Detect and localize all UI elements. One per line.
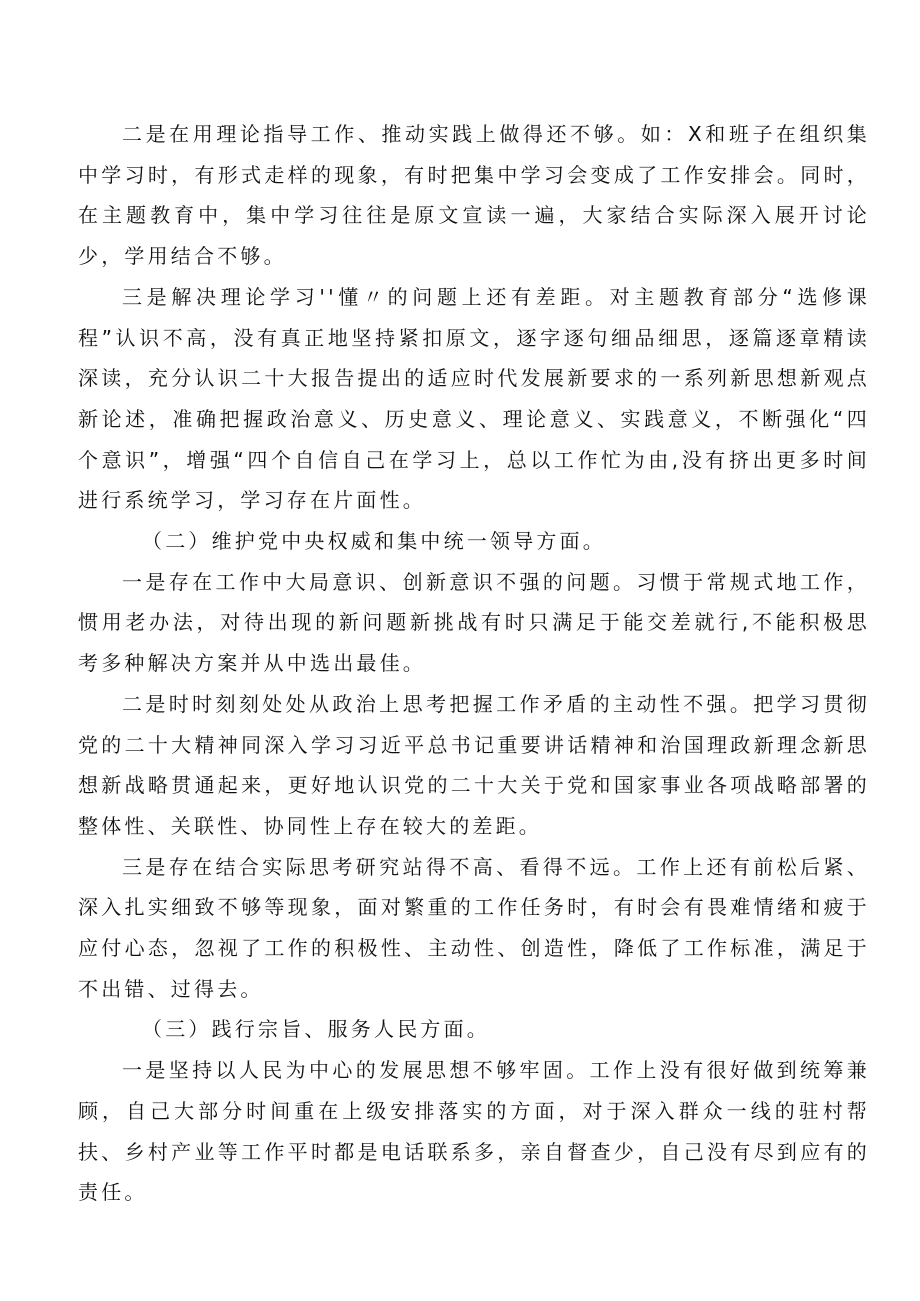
section-heading-serving-people: （三）践行宗旨、服务人民方面。 [142, 1017, 490, 1042]
paragraph-people-centered: 一是坚持以人民为中心的发展思想不够牢固。工作上没有很好做到统筹兼顾，自己大部分时间重在上级安排落实的方面，对于深入群众一线的驻村帮扶、乡村产业等工作平时都是电话联系多，亲自督查少，自己没有尽到应有的责任。 [78, 1058, 870, 1205]
paragraph-theory-guidance: 二是在用理论指导工作、推动实践上做得还不够。如：X和班子在组织集中学习时，有形式走样的现象，有时把集中学习会变成了工作安排会。同时，在主题教育中，集中学习往往是原文宣读一遍，大家结合实际深入展开讨论少，学用结合不够。 [78, 122, 870, 269]
paragraph-theory-understanding: 三是解决理论学习''懂〃的问题上还有差距。对主题教育部分“选修课程”认识不高，没有真正地坚持紧扣原文，逐字逐句细品细思，逐篇逐章精读深读，充分认识二十大报告提出的适应时代发展新要求的一系列新思想新观点新论述，准确把握政治意义、历史意义、理论意义、实践意义，不断强化“四个意识”，增强“四个自信自己在学习上，总以工作忙为由,没有挤出更多时间进行系统学习，学习存在片面性。 [78, 284, 870, 513]
paragraph-practical-research: 三是存在结合实际思考研究站得不高、看得不远。工作上还有前松后紧、深入扎实细致不够等现象，面对繁重的工作任务时，有时会有畏难情绪和疲于应付心态，忽视了工作的积极性、主动性、创造性，降低了工作标准，满足于不出错、过得去。 [78, 854, 870, 1001]
section-heading-central-authority: （二）维护党中央权威和集中统一领导方面。 [142, 529, 606, 554]
paragraph-overall-awareness: 一是存在工作中大局意识、创新意识不强的问题。习惯于常规式地工作，惯用老办法，对待出现的新问题新挑战有时只满足于能交差就行,不能积极思考多种解决方案并从中选出最佳。 [78, 569, 870, 676]
document-body [78, 114, 870, 1213]
paragraph-political-thinking: 二是时时刻刻处处从政治上思考把握工作矛盾的主动性不强。把学习贯彻党的二十大精神同深入学习习近平总书记重要讲话精神和治国理政新理念新思想新战略贯通起来，更好地认识党的二十大关于党和国家事业各项战略部署的整体性、关联性、协同性上存在较大的差距。 [78, 691, 870, 838]
